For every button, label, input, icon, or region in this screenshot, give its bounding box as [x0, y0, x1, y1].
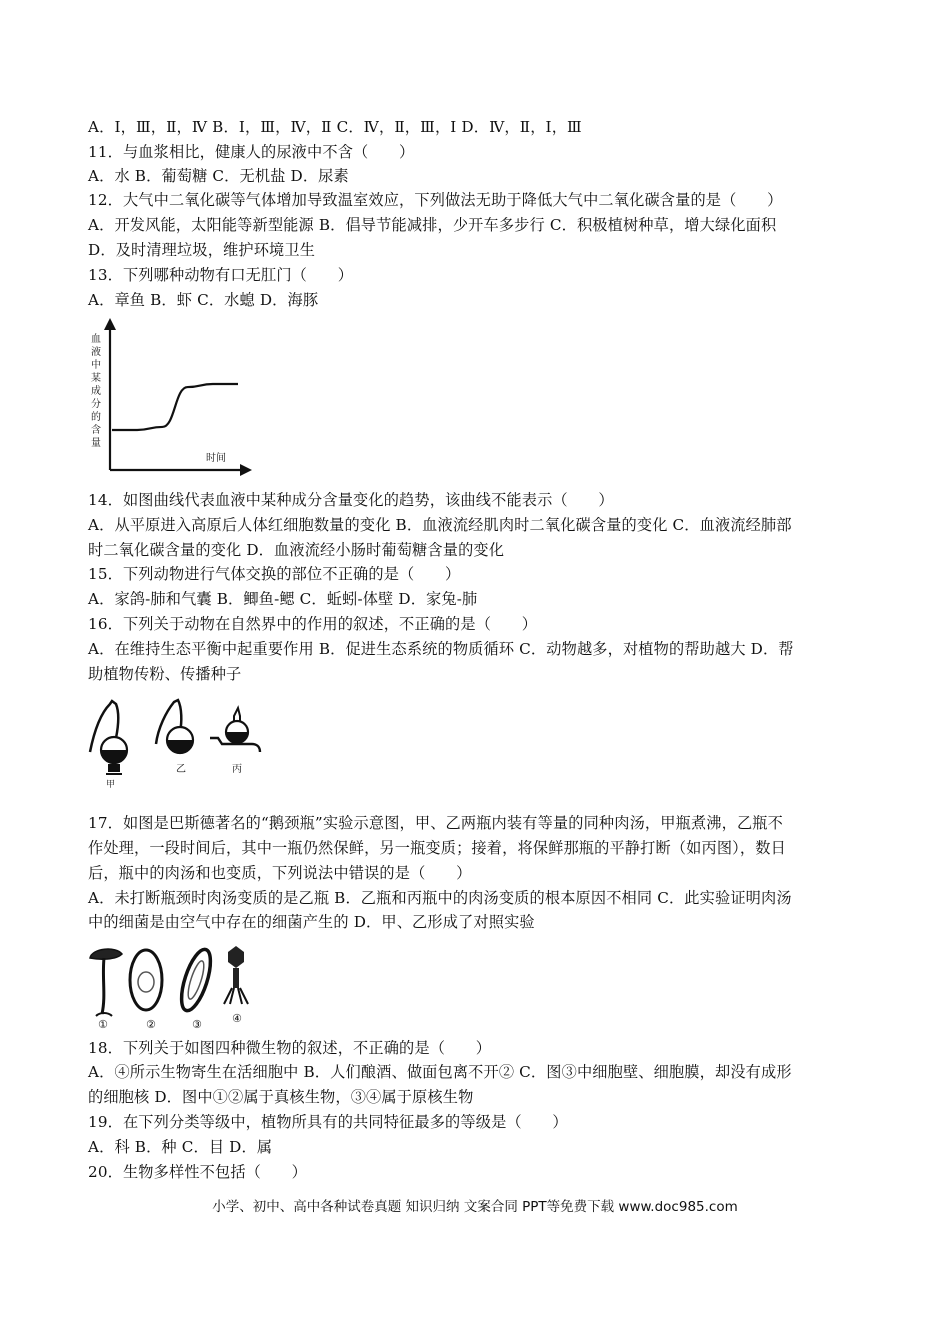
q12-options: A．开发风能，太阳能等新型能源 B．倡导节能减排，少开车多步行 C．积极植树种草，增大绿化面积	[88, 216, 777, 234]
microbe-label-1: ①	[98, 1018, 108, 1030]
microbe-1-mushroom	[90, 949, 122, 1030]
q19-options: A．科 B．种 C．目 D．属	[88, 1138, 273, 1156]
y-axis-label-char: 血	[91, 334, 101, 345]
q17-options: A．未打断瓶颈时肉汤变质的是乙瓶 B．乙瓶和丙瓶中的肉汤变质的根本原因不相同 C．此实验证明肉汤	[88, 889, 792, 907]
q11-stem: 11．与血浆相比，健康人的尿液中不含（ ）	[88, 143, 415, 161]
q14-stem: 14．如图曲线代表血液中某种成分含量变化的趋势，该曲线不能表示（ ）	[88, 491, 614, 509]
y-axis-label-char: 成	[91, 386, 101, 397]
y-axis-label-char: 含	[91, 425, 101, 436]
blood-content-chart	[88, 318, 258, 478]
y-axis-label-char: 量	[91, 438, 101, 449]
chart-series-line	[112, 384, 238, 430]
q15-options: A．家鸽-肺和气囊 B．鲫鱼-鳃 C．蚯蚓-体壁 D．家兔-肺	[88, 590, 478, 608]
q17-stem-cont2: 后，瓶中的肉汤和也变质，下列说法中错误的是（ ）	[88, 864, 472, 882]
microbe-label-2: ②	[146, 1018, 156, 1030]
q13-stem: 13．下列哪种动物有口无肛门（ ）	[88, 266, 354, 284]
page-footer: 小学、初中、高中各种试卷真题 知识归纳 文案合同 PPT等免费下载 www.doc985.com	[212, 1199, 738, 1215]
q19-stem: 19．在下列分类等级中，植物所具有的共同特征最多的等级是（ ）	[88, 1113, 568, 1131]
microbe-3-bacterium	[176, 946, 217, 1030]
y-axis-label-char: 中	[91, 360, 101, 371]
flask-label-bing: 丙	[232, 764, 242, 775]
y-axis-arrow	[104, 318, 116, 330]
q16-options-cont: 助植物传粉、传播种子	[88, 665, 242, 683]
y-axis-label-char: 液	[91, 347, 101, 358]
q20-stem: 20．生物多样性不包括（ ）	[88, 1163, 308, 1181]
q12-options-cont: D．及时清理垃圾，维护环境卫生	[88, 241, 316, 259]
flask-label-jia: 甲	[106, 780, 116, 788]
q14-options: A．从平原进入高原后人体红细胞数量的变化 B．血液流经肌肉时二氧化碳含量的变化 C．血液流经肺部	[88, 516, 792, 534]
y-axis-label-char: 的	[91, 412, 101, 423]
x-axis-label: 时间	[206, 453, 226, 464]
q16-stem: 16．下列关于动物在自然界中的作用的叙述，不正确的是（ ）	[88, 615, 538, 633]
y-axis-label-char: 某	[91, 373, 101, 384]
flask-yi	[156, 700, 193, 775]
q17-stem: 17．如图是巴斯德著名的“鹅颈瓶”实验示意图，甲、乙两瓶内装有等量的同种肉汤，甲瓶煮沸，乙瓶不	[88, 814, 783, 832]
microbe-2-yeast	[130, 950, 162, 1030]
q15-stem: 15．下列动物进行气体交换的部位不正确的是（ ）	[88, 565, 461, 583]
flask-jia	[90, 701, 127, 788]
q16-options: A．在维持生态平衡中起重要作用 B．促进生态系统的物质循环 C．动物越多，对植物的帮助越大 D．帮	[88, 640, 794, 658]
q13-options: A．章鱼 B．虾 C．水螅 D．海豚	[88, 291, 319, 309]
q10-options: A．Ⅰ，Ⅲ，Ⅱ，Ⅳ B．Ⅰ，Ⅲ，Ⅳ，Ⅱ C．Ⅳ，Ⅱ，Ⅲ，Ⅰ D．Ⅳ，Ⅱ，Ⅰ，Ⅲ	[88, 118, 582, 136]
q14-options-cont: 时二氧化碳含量的变化 D．血液流经小肠时葡萄糖含量的变化	[88, 541, 505, 559]
q18-options-cont: 的细胞核 D．图中①②属于真核生物，③④属于原核生物	[88, 1088, 474, 1106]
flask-label-yi: 乙	[176, 764, 186, 775]
y-axis-label-char: 分	[91, 399, 101, 410]
q18-stem: 18．下列关于如图四种微生物的叙述，不正确的是（ ）	[88, 1039, 492, 1057]
q18-options: A．④所示生物寄生在活细胞中 B．人们酿酒、做面包离不开② C．图③中细胞壁、细胞膜，却没有成形	[88, 1063, 792, 1081]
microbe-label-3: ③	[192, 1018, 202, 1030]
microbe-label-4: ④	[232, 1012, 242, 1025]
flask-bing	[210, 708, 260, 775]
x-axis-arrow	[240, 464, 252, 476]
microorganisms-figure	[86, 938, 266, 1030]
swan-neck-flask-figure	[86, 692, 296, 788]
y-axis-label	[91, 333, 101, 449]
microbe-4-virus	[224, 946, 248, 1025]
q17-stem-cont1: 作处理，一段时间后，其中一瓶仍然保鲜，另一瓶变质；接着，将保鲜那瓶的平静打断（如丙图），数日	[88, 839, 786, 857]
q11-options: A．水 B．葡萄糖 C．无机盐 D．尿素	[88, 167, 349, 185]
q12-stem: 12．大气中二氧化碳等气体增加导致温室效应，下列做法无助于降低大气中二氧化碳含量的是（ ）	[88, 191, 783, 209]
q17-options-cont: 中的细菌是由空气中存在的细菌产生的 D．甲、乙形成了对照实验	[88, 913, 535, 931]
